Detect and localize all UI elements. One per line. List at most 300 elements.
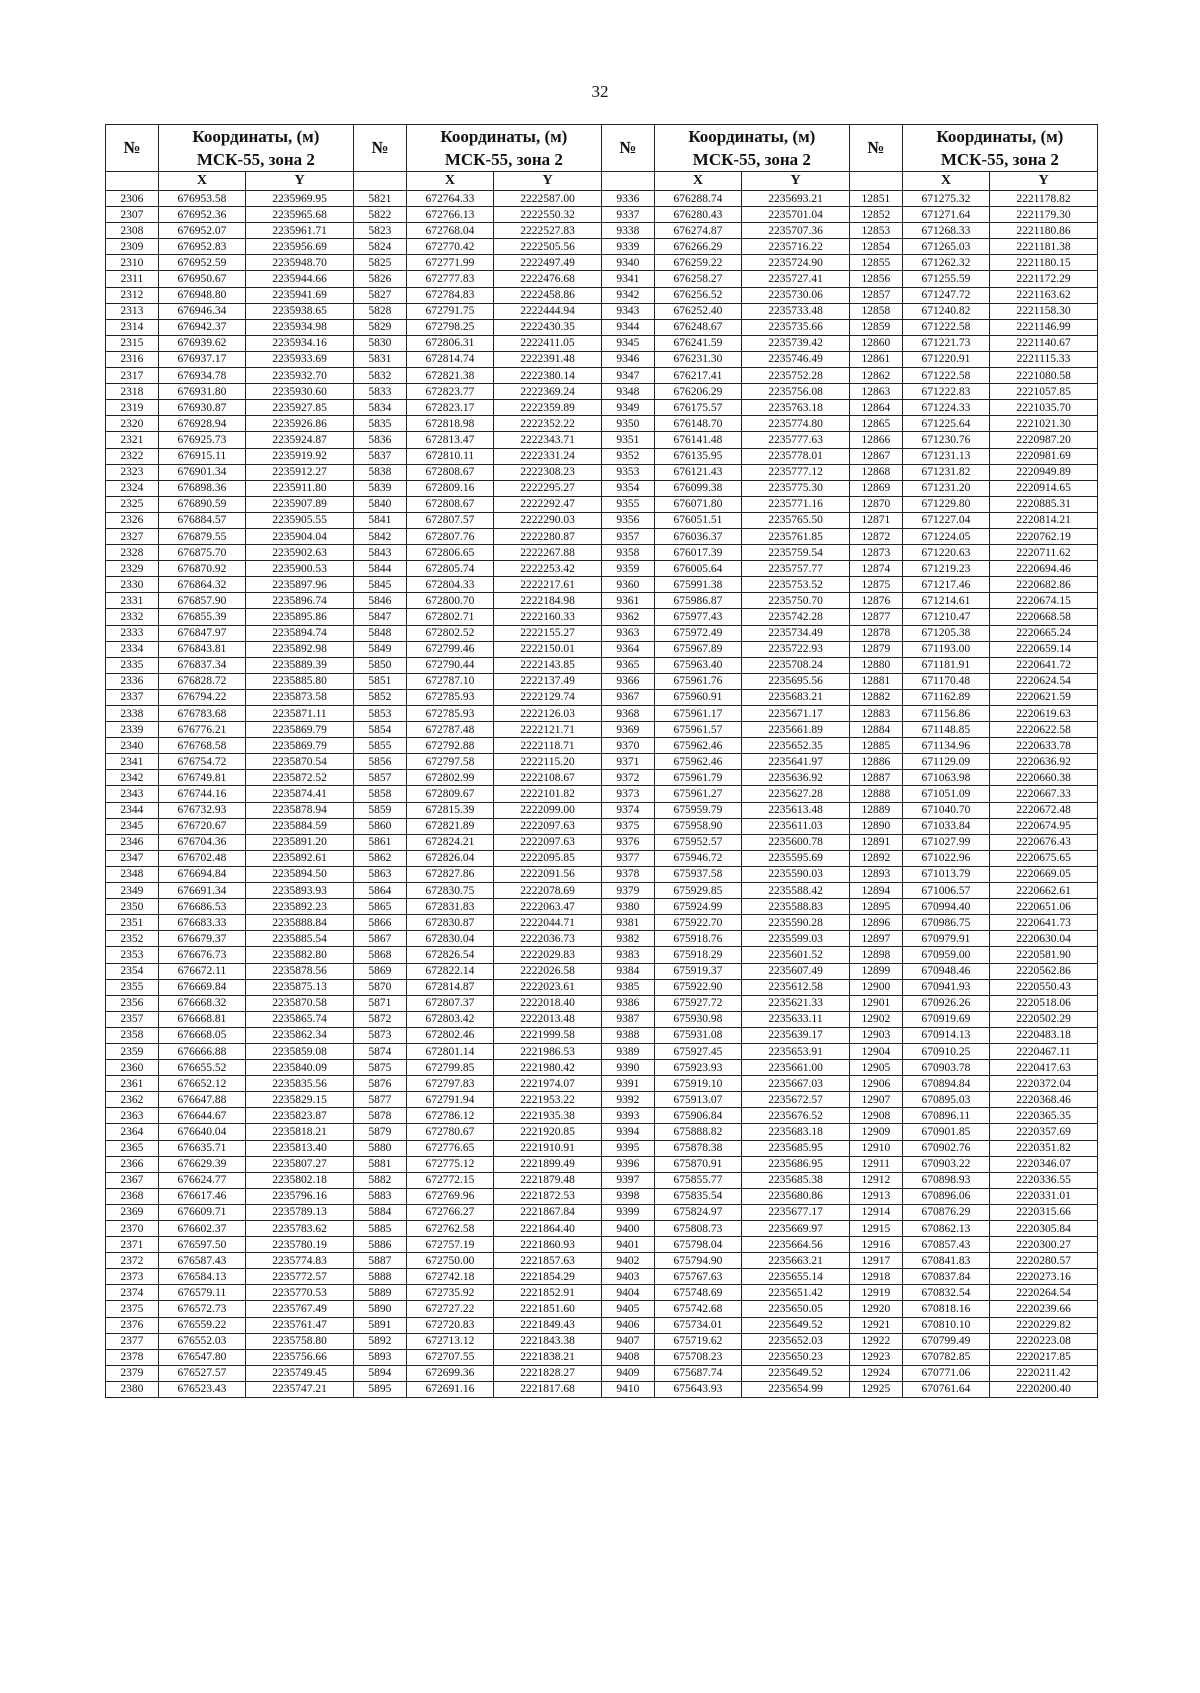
x-coordinate: 670841.83: [902, 1253, 989, 1269]
y-coordinate: 2220694.46: [990, 561, 1098, 577]
y-coordinate: 2235758.80: [246, 1333, 354, 1349]
point-number: 9345: [601, 335, 654, 351]
x-coordinate: 671222.58: [902, 319, 989, 335]
point-number: 12914: [849, 1204, 902, 1220]
y-coordinate: 2221180.86: [990, 223, 1098, 239]
coordinates-table: [105, 124, 1098, 1398]
point-number: 12913: [849, 1188, 902, 1204]
x-coordinate: 672720.83: [406, 1317, 493, 1333]
y-coordinate: 2221115.33: [990, 351, 1098, 367]
y-coordinate: 2221163.62: [990, 287, 1098, 303]
point-number: 5824: [353, 239, 406, 255]
point-number: 2310: [106, 255, 159, 271]
y-coordinate: 2235767.49: [246, 1301, 354, 1317]
x-coordinate: 675808.73: [654, 1221, 741, 1237]
y-coordinate: 2235892.61: [246, 850, 354, 866]
table-row: [106, 191, 1098, 207]
table-row: [106, 641, 1098, 657]
point-number: 9364: [601, 641, 654, 657]
point-number: 12886: [849, 754, 902, 770]
y-coordinate: 2221181.38: [990, 239, 1098, 255]
y-coordinate: 2235653.91: [742, 1043, 850, 1059]
y-coordinate: 2220417.63: [990, 1060, 1098, 1076]
point-number: 12921: [849, 1317, 902, 1333]
point-number: 2328: [106, 545, 159, 561]
x-coordinate: 675918.29: [654, 947, 741, 963]
y-coordinate: 2221980.42: [494, 1060, 602, 1076]
point-number: 5865: [353, 899, 406, 915]
x-coordinate: 676602.37: [158, 1221, 245, 1237]
point-number: 12890: [849, 818, 902, 834]
y-coordinate: 2235763.18: [742, 400, 850, 416]
y-coordinate: 2235672.57: [742, 1092, 850, 1108]
x-coordinate: 676121.43: [654, 464, 741, 480]
y-coordinate: 2220636.92: [990, 754, 1098, 770]
x-coordinate: 675922.70: [654, 915, 741, 931]
point-number: 9360: [601, 577, 654, 593]
y-coordinate: 2235761.47: [246, 1317, 354, 1333]
y-coordinate: 2235911.80: [246, 480, 354, 496]
x-coordinate: 672750.00: [406, 1253, 493, 1269]
point-number: 5883: [353, 1188, 406, 1204]
x-coordinate: 676259.22: [654, 255, 741, 271]
x-coordinate: 672771.99: [406, 255, 493, 271]
table-row: [106, 528, 1098, 544]
y-coordinate: 2235735.66: [742, 319, 850, 335]
point-number: 2374: [106, 1285, 159, 1301]
table-row: [106, 545, 1098, 561]
point-number: 2343: [106, 786, 159, 802]
y-coordinate: 2220368.46: [990, 1092, 1098, 1108]
y-coordinate: 2220621.59: [990, 689, 1098, 705]
y-coordinate: 2235894.50: [246, 866, 354, 882]
point-number: 12882: [849, 689, 902, 705]
point-number: 2314: [106, 319, 159, 335]
y-coordinate: 2220357.69: [990, 1124, 1098, 1140]
coord-title-header: Координаты, (м): [158, 125, 353, 150]
x-coordinate: 676931.80: [158, 384, 245, 400]
y-coordinate: 2235733.48: [742, 303, 850, 319]
x-coordinate: 675919.10: [654, 1076, 741, 1092]
y-coordinate: 2222369.24: [494, 384, 602, 400]
x-coordinate: 672806.65: [406, 545, 493, 561]
y-coordinate: 2220622.58: [990, 722, 1098, 738]
y-coordinate: 2220667.33: [990, 786, 1098, 802]
x-coordinate: 672735.92: [406, 1285, 493, 1301]
x-coordinate: 671033.84: [902, 818, 989, 834]
table-row: [106, 995, 1098, 1011]
y-coordinate: 2220315.66: [990, 1204, 1098, 1220]
x-coordinate: 672787.10: [406, 673, 493, 689]
point-number: 5827: [353, 287, 406, 303]
x-coordinate: 676953.58: [158, 191, 245, 207]
y-coordinate: 2220300.27: [990, 1237, 1098, 1253]
y-coordinate: 2235904.04: [246, 528, 354, 544]
point-number: 2351: [106, 915, 159, 931]
point-number: 2344: [106, 802, 159, 818]
y-coordinate: 2221935.38: [494, 1108, 602, 1124]
y-coordinate: 2220675.65: [990, 850, 1098, 866]
x-coordinate: 672775.12: [406, 1156, 493, 1172]
point-number: 5837: [353, 448, 406, 464]
x-coordinate: 670857.43: [902, 1237, 989, 1253]
point-number: 5891: [353, 1317, 406, 1333]
point-number: 9347: [601, 368, 654, 384]
x-coordinate: 676652.12: [158, 1076, 245, 1092]
y-coordinate: 2235870.58: [246, 995, 354, 1011]
y-coordinate: 2220550.43: [990, 979, 1098, 995]
point-number: 9352: [601, 448, 654, 464]
y-coordinate: 2222101.82: [494, 786, 602, 802]
table-row: [106, 834, 1098, 850]
y-coordinate: 2220211.42: [990, 1365, 1098, 1381]
y-coordinate: 2235869.79: [246, 738, 354, 754]
y-coordinate: 2221867.84: [494, 1204, 602, 1220]
y-coordinate: 2221179.30: [990, 207, 1098, 223]
x-coordinate: 671231.20: [902, 480, 989, 496]
x-coordinate: 676572.73: [158, 1301, 245, 1317]
x-coordinate: 672823.17: [406, 400, 493, 416]
table-row: [106, 1237, 1098, 1253]
point-number: 12881: [849, 673, 902, 689]
x-coordinate: 671225.64: [902, 416, 989, 432]
x-coordinate: 676231.30: [654, 351, 741, 367]
point-number: 5875: [353, 1060, 406, 1076]
y-coordinate: 2221146.99: [990, 319, 1098, 335]
point-number: 9369: [601, 722, 654, 738]
y-coordinate: 2235683.21: [742, 689, 850, 705]
y-coordinate: 2235938.65: [246, 303, 354, 319]
x-coordinate: 672784.83: [406, 287, 493, 303]
x-coordinate: 670979.91: [902, 931, 989, 947]
x-coordinate: 672814.87: [406, 979, 493, 995]
y-coordinate: 2220662.61: [990, 883, 1098, 899]
y-coordinate: 2222126.03: [494, 706, 602, 722]
x-coordinate: 676884.57: [158, 512, 245, 528]
point-number: 5855: [353, 738, 406, 754]
y-coordinate: 2235595.69: [742, 850, 850, 866]
x-coordinate: 676857.90: [158, 593, 245, 609]
table-row: [106, 416, 1098, 432]
table-row: [106, 609, 1098, 625]
num-header: №: [849, 125, 902, 172]
x-coordinate: 676898.36: [158, 480, 245, 496]
point-number: 12908: [849, 1108, 902, 1124]
num-header-empty: [353, 172, 406, 191]
point-number: 9368: [601, 706, 654, 722]
x-coordinate: 676870.92: [158, 561, 245, 577]
y-coordinate: 2235884.59: [246, 818, 354, 834]
y-coordinate: 2235701.04: [742, 207, 850, 223]
y-coordinate: 2235756.08: [742, 384, 850, 400]
y-coordinate: 2221140.67: [990, 335, 1098, 351]
point-number: 2378: [106, 1349, 159, 1365]
point-number: 12903: [849, 1027, 902, 1043]
y-coordinate: 2235669.97: [742, 1221, 850, 1237]
y-coordinate: 2235897.96: [246, 577, 354, 593]
x-coordinate: 672807.37: [406, 995, 493, 1011]
point-number: 9388: [601, 1027, 654, 1043]
x-coordinate: 676732.93: [158, 802, 245, 818]
point-number: 5877: [353, 1092, 406, 1108]
x-coordinate: 676776.21: [158, 722, 245, 738]
x-coordinate: 676547.80: [158, 1349, 245, 1365]
x-coordinate: 672776.65: [406, 1140, 493, 1156]
x-coordinate: 672809.67: [406, 786, 493, 802]
x-coordinate: 672809.16: [406, 480, 493, 496]
point-number: 12920: [849, 1301, 902, 1317]
y-coordinate: 2220502.29: [990, 1011, 1098, 1027]
y-coordinate: 2220672.48: [990, 802, 1098, 818]
point-number: 2364: [106, 1124, 159, 1140]
y-coordinate: 2235664.56: [742, 1237, 850, 1253]
point-number: 12923: [849, 1349, 902, 1365]
x-coordinate: 671222.83: [902, 384, 989, 400]
x-coordinate: 672787.48: [406, 722, 493, 738]
x-coordinate: 672768.04: [406, 223, 493, 239]
y-coordinate: 2235770.53: [246, 1285, 354, 1301]
x-coordinate: 675922.90: [654, 979, 741, 995]
point-number: 12856: [849, 271, 902, 287]
y-coordinate: 2235900.53: [246, 561, 354, 577]
point-number: 5852: [353, 689, 406, 705]
y-coordinate: 2235956.69: [246, 239, 354, 255]
y-coordinate: 2235749.45: [246, 1365, 354, 1381]
point-number: 9410: [601, 1381, 654, 1397]
x-coordinate: 676527.57: [158, 1365, 245, 1381]
x-coordinate: 675986.87: [654, 593, 741, 609]
y-coordinate: 2235774.83: [246, 1253, 354, 1269]
y-coordinate: 2222550.32: [494, 207, 602, 223]
x-coordinate: 670896.11: [902, 1108, 989, 1124]
y-coordinate: 2221180.15: [990, 255, 1098, 271]
point-number: 12854: [849, 239, 902, 255]
x-coordinate: 676288.74: [654, 191, 741, 207]
point-number: 12862: [849, 368, 902, 384]
y-coordinate: 2221999.58: [494, 1027, 602, 1043]
point-number: 2311: [106, 271, 159, 287]
x-coordinate: 671271.64: [902, 207, 989, 223]
x-coordinate: 672699.36: [406, 1365, 493, 1381]
table-row: [106, 770, 1098, 786]
y-coordinate: 2222121.71: [494, 722, 602, 738]
point-number: 12887: [849, 770, 902, 786]
x-coordinate: 675835.54: [654, 1188, 741, 1204]
table-row: [106, 1221, 1098, 1237]
x-coordinate: 676552.03: [158, 1333, 245, 1349]
point-number: 9376: [601, 834, 654, 850]
point-number: 9370: [601, 738, 654, 754]
point-number: 5890: [353, 1301, 406, 1317]
x-coordinate: 675961.27: [654, 786, 741, 802]
point-number: 5836: [353, 432, 406, 448]
y-coordinate: 2235896.74: [246, 593, 354, 609]
y-coordinate: 2221899.49: [494, 1156, 602, 1172]
y-coordinate: 2222044.71: [494, 915, 602, 931]
point-number: 2327: [106, 528, 159, 544]
x-coordinate: 672785.93: [406, 689, 493, 705]
point-number: 5873: [353, 1027, 406, 1043]
x-coordinate: 675870.91: [654, 1156, 741, 1172]
point-number: 9387: [601, 1011, 654, 1027]
y-coordinate: 2235874.41: [246, 786, 354, 802]
x-coordinate: 670895.03: [902, 1092, 989, 1108]
x-coordinate: 672822.14: [406, 963, 493, 979]
table-row: [106, 368, 1098, 384]
y-coordinate: 2220223.08: [990, 1333, 1098, 1349]
point-number: 9383: [601, 947, 654, 963]
point-number: 12879: [849, 641, 902, 657]
x-coordinate: 671262.32: [902, 255, 989, 271]
y-coordinate: 2222137.49: [494, 673, 602, 689]
y-coordinate: 2235650.23: [742, 1349, 850, 1365]
point-number: 12925: [849, 1381, 902, 1397]
point-number: 2322: [106, 448, 159, 464]
x-coordinate: 671051.09: [902, 786, 989, 802]
x-coordinate: 676683.33: [158, 915, 245, 931]
x-coordinate: 672798.25: [406, 319, 493, 335]
y-coordinate: 2235941.69: [246, 287, 354, 303]
point-number: 5849: [353, 641, 406, 657]
point-number: 2335: [106, 657, 159, 673]
y-coordinate: 2235707.36: [742, 223, 850, 239]
x-coordinate: 676017.39: [654, 545, 741, 561]
x-coordinate: 671156.86: [902, 706, 989, 722]
y-coordinate: 2235774.80: [742, 416, 850, 432]
y-coordinate: 2221158.30: [990, 303, 1098, 319]
x-coordinate: 675927.45: [654, 1043, 741, 1059]
y-coordinate: 2235730.06: [742, 287, 850, 303]
point-number: 2376: [106, 1317, 159, 1333]
point-number: 2308: [106, 223, 159, 239]
x-coordinate: 670896.06: [902, 1188, 989, 1204]
point-number: 12916: [849, 1237, 902, 1253]
x-coordinate: 676942.37: [158, 319, 245, 335]
x-coordinate: 672770.42: [406, 239, 493, 255]
x-coordinate: 676939.62: [158, 335, 245, 351]
point-number: 5840: [353, 496, 406, 512]
point-number: 9356: [601, 512, 654, 528]
point-number: 5856: [353, 754, 406, 770]
point-number: 12906: [849, 1076, 902, 1092]
y-coordinate: 2235882.80: [246, 947, 354, 963]
table-row: [106, 931, 1098, 947]
table-row: [106, 689, 1098, 705]
y-coordinate: 2235652.35: [742, 738, 850, 754]
point-number: 12853: [849, 223, 902, 239]
y-coordinate: 2220762.19: [990, 528, 1098, 544]
y-coordinate: 2235892.23: [246, 899, 354, 915]
y-coordinate: 2222099.00: [494, 802, 602, 818]
point-number: 9348: [601, 384, 654, 400]
x-coordinate: 675991.38: [654, 577, 741, 593]
table-row: [106, 400, 1098, 416]
y-coordinate: 2222108.67: [494, 770, 602, 786]
x-coordinate: 676036.37: [654, 528, 741, 544]
x-coordinate: 676258.27: [654, 271, 741, 287]
x-coordinate: 676720.67: [158, 818, 245, 834]
table-row: [106, 722, 1098, 738]
point-number: 2329: [106, 561, 159, 577]
y-coordinate: 2235894.74: [246, 625, 354, 641]
y-coordinate: 2222078.69: [494, 883, 602, 899]
point-number: 2355: [106, 979, 159, 995]
y-coordinate: 2235708.24: [742, 657, 850, 673]
y-coordinate: 2222018.40: [494, 995, 602, 1011]
y-coordinate: 2221860.93: [494, 1237, 602, 1253]
point-number: 12888: [849, 786, 902, 802]
y-coordinate: 2235651.42: [742, 1285, 850, 1301]
point-number: 12912: [849, 1172, 902, 1188]
point-number: 2361: [106, 1076, 159, 1092]
y-coordinate: 2235753.52: [742, 577, 850, 593]
x-coordinate: 676879.55: [158, 528, 245, 544]
coord-title-header: Координаты, (м): [654, 125, 849, 150]
x-coordinate: 676217.41: [654, 368, 741, 384]
point-number: 5828: [353, 303, 406, 319]
y-coordinate: 2235727.41: [742, 271, 850, 287]
x-coordinate: 670901.85: [902, 1124, 989, 1140]
y-coordinate: 2235677.17: [742, 1204, 850, 1220]
point-number: 2371: [106, 1237, 159, 1253]
point-number: 9374: [601, 802, 654, 818]
point-number: 9405: [601, 1301, 654, 1317]
x-coordinate: 675824.97: [654, 1204, 741, 1220]
y-coordinate: 2220467.11: [990, 1043, 1098, 1059]
point-number: 5854: [353, 722, 406, 738]
table-row: [106, 915, 1098, 931]
point-number: 5887: [353, 1253, 406, 1269]
y-coordinate: 2220676.43: [990, 834, 1098, 850]
table-row: [106, 1333, 1098, 1349]
point-number: 5862: [353, 850, 406, 866]
y-coordinate: 2222063.47: [494, 899, 602, 915]
y-coordinate: 2235621.33: [742, 995, 850, 1011]
y-coordinate: 2221974.07: [494, 1076, 602, 1092]
x-coordinate: 675906.84: [654, 1108, 741, 1124]
page-number: 32: [591, 82, 609, 101]
x-coordinate: 676252.40: [654, 303, 741, 319]
y-coordinate: 2235818.21: [246, 1124, 354, 1140]
point-number: 9386: [601, 995, 654, 1011]
point-number: 9407: [601, 1333, 654, 1349]
y-coordinate: 2222029.83: [494, 947, 602, 963]
y-coordinate: 2221986.53: [494, 1043, 602, 1059]
point-number: 5879: [353, 1124, 406, 1140]
x-coordinate: 676579.11: [158, 1285, 245, 1301]
x-coordinate: 676051.51: [654, 512, 741, 528]
point-number: 2315: [106, 335, 159, 351]
y-coordinate: 2221910.91: [494, 1140, 602, 1156]
y-coordinate: 2235889.39: [246, 657, 354, 673]
x-coordinate: 671222.58: [902, 368, 989, 384]
point-number: 5892: [353, 1333, 406, 1349]
point-number: 2357: [106, 1011, 159, 1027]
point-number: 12911: [849, 1156, 902, 1172]
x-coordinate: 671255.59: [902, 271, 989, 287]
x-coordinate: 672802.46: [406, 1027, 493, 1043]
x-coordinate: 672772.15: [406, 1172, 493, 1188]
point-number: 2362: [106, 1092, 159, 1108]
x-coordinate: 676946.34: [158, 303, 245, 319]
y-coordinate: 2235747.21: [246, 1381, 354, 1397]
y-coordinate: 2222587.00: [494, 191, 602, 207]
x-coordinate: 672800.70: [406, 593, 493, 609]
x-coordinate: 676704.36: [158, 834, 245, 850]
x-coordinate: 676672.11: [158, 963, 245, 979]
point-number: 2336: [106, 673, 159, 689]
coord-title-header: Координаты, (м): [902, 125, 1097, 150]
